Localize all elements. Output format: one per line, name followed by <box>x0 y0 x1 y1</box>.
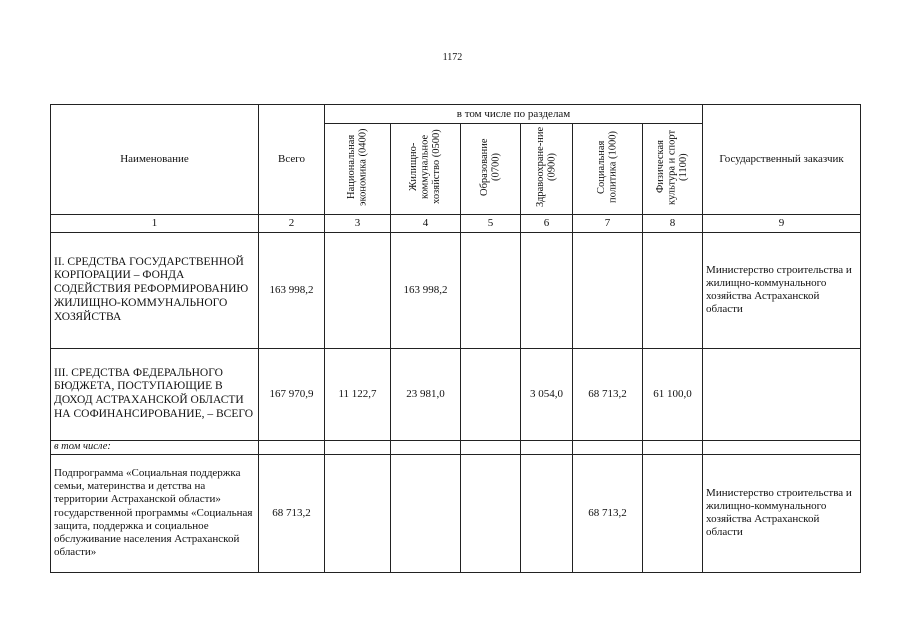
column-number: 5 <box>461 214 521 232</box>
row-name: в том числе: <box>51 440 259 454</box>
row-name: III. СРЕДСТВА ФЕДЕРАЛЬНОГО БЮДЖЕТА, ПОСТУПАЮЩИЕ В ДОХОД АСТРАХАНСКОЙ ОБЛАСТИ НА СОФИНАНСИРОВАНИЕ, – ВСЕГО <box>51 348 259 440</box>
column-number: 9 <box>703 214 861 232</box>
row-total: 167 970,9 <box>259 348 325 440</box>
row-section-0700 <box>461 348 521 440</box>
row-cell-empty <box>325 440 391 454</box>
row-cell-empty <box>703 440 861 454</box>
column-number: 6 <box>521 214 573 232</box>
row-section-1000: 68 713,2 <box>573 454 643 572</box>
row-customer: Министерство строительства и жилищно-коммунального хозяйства Астраханской области <box>703 232 861 348</box>
row-customer: Министерство строительства и жилищно-коммунального хозяйства Астраханской области <box>703 454 861 572</box>
header-section-0500: Жилищно-коммунальное хозяйство (0500) <box>391 124 461 215</box>
row-section-0900: 3 054,0 <box>521 348 573 440</box>
row-cell-empty <box>573 440 643 454</box>
header-section-0700: Образование (0700) <box>461 124 521 215</box>
header-section-1000: Социальная политика (1000) <box>573 124 643 215</box>
row-section-1100 <box>643 232 703 348</box>
column-number: 4 <box>391 214 461 232</box>
header-total: Всего <box>259 105 325 215</box>
row-customer <box>703 348 861 440</box>
row-section-0400 <box>325 232 391 348</box>
table-row-including <box>51 440 861 454</box>
row-name: Подпрограмма «Социальная поддержка семьи, материнства и детства на территории Астраханской области» государственной программы «Социальная защита, поддержка и социальное обслуживание населения Астраханской области» <box>51 454 259 572</box>
header-name: Наименование <box>51 105 259 215</box>
column-number: 2 <box>259 214 325 232</box>
column-number: 1 <box>51 214 259 232</box>
row-name: II. СРЕДСТВА ГОСУДАРСТВЕННОЙ КОРПОРАЦИИ – ФОНДА СОДЕЙСТВИЯ РЕФОРМИРОВАНИЮ ЖИЛИЩНО-КОММУНАЛЬНОГО ХОЗЯЙСТВА <box>51 232 259 348</box>
row-section-0500 <box>391 454 461 572</box>
header-section-0900: Здравоохране-ние (0900) <box>521 124 573 215</box>
row-section-1000 <box>573 232 643 348</box>
row-section-0700 <box>461 454 521 572</box>
row-total: 163 998,2 <box>259 232 325 348</box>
row-cell-empty <box>643 440 703 454</box>
row-section-0500: 23 981,0 <box>391 348 461 440</box>
budget-table <box>50 104 861 573</box>
row-section-1100 <box>643 454 703 572</box>
column-number: 3 <box>325 214 391 232</box>
header-row-top <box>51 105 861 124</box>
table-row-subprogram <box>51 454 861 572</box>
column-number: 7 <box>573 214 643 232</box>
row-section-1100: 61 100,0 <box>643 348 703 440</box>
header-section-0400: Национальная экономика (0400) <box>325 124 391 215</box>
row-section-0500: 163 998,2 <box>391 232 461 348</box>
column-numbers-row <box>51 214 861 232</box>
header-sections-group: в том числе по разделам <box>325 105 703 124</box>
column-number: 8 <box>643 214 703 232</box>
row-section-0400 <box>325 454 391 572</box>
row-cell-empty <box>521 440 573 454</box>
page-number: 1172 <box>442 52 463 63</box>
row-section-1000: 68 713,2 <box>573 348 643 440</box>
row-total: 68 713,2 <box>259 454 325 572</box>
row-section-0700 <box>461 232 521 348</box>
header-customer: Государственный заказчик <box>703 105 861 215</box>
header-section-1100: Физическая культура и спорт (1100) <box>643 124 703 215</box>
row-cell-empty <box>391 440 461 454</box>
row-cell-empty <box>461 440 521 454</box>
row-cell-empty <box>259 440 325 454</box>
row-section-0900 <box>521 454 573 572</box>
row-section-0900 <box>521 232 573 348</box>
table-row-federal <box>51 348 861 440</box>
table-row-fund <box>51 232 861 348</box>
row-section-0400: 11 122,7 <box>325 348 391 440</box>
